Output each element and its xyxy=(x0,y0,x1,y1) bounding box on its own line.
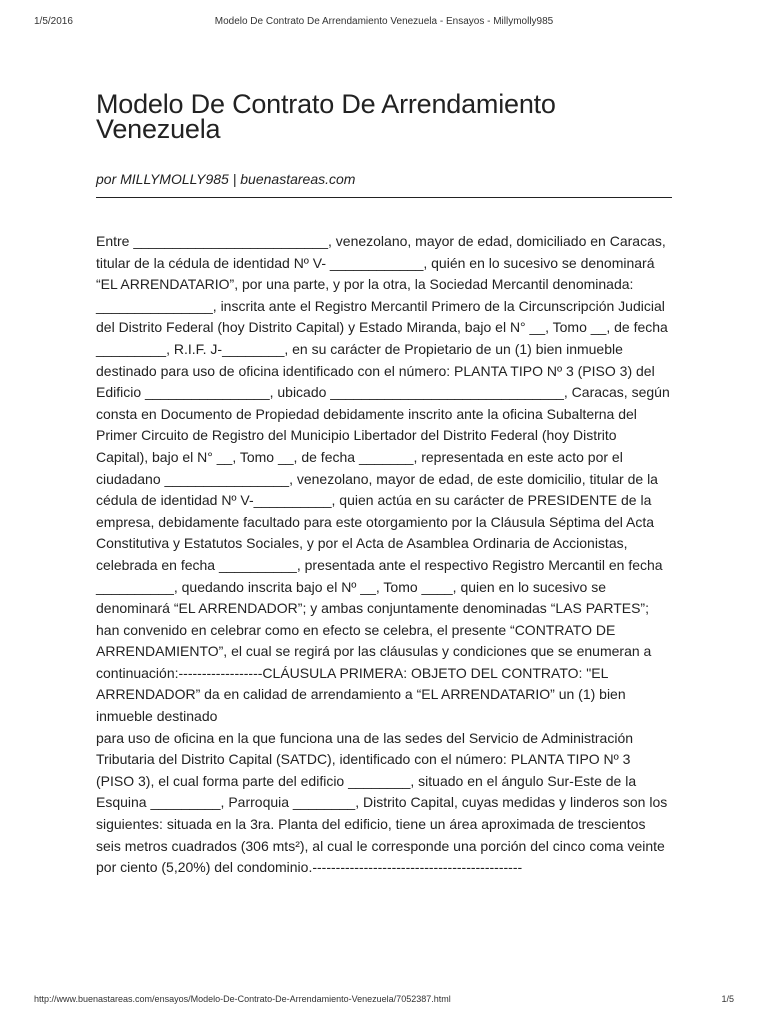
site-link[interactable]: buenastareas.com xyxy=(240,171,356,187)
print-date: 1/5/2016 xyxy=(34,16,73,27)
page-indicator: 1/5 xyxy=(721,994,734,1004)
print-url[interactable]: http://www.buenastareas.com/ensayos/Modelo-De-Contrato-De-Arrendamiento-Venezuela/7052387.html xyxy=(34,994,451,1004)
body-paragraph: para uso de oficina en la que funciona una de las sedes del Servicio de Administración Tributaria del Distrito Capital (SATDC), identificado con el número: PLANTA TIPO Nº 3 (PISO 3), el cual forma parte del edificio ________, situado en el ángulo Sur-Este de la Esquina _________, Parroquia ________, Distrito Capital, cuyas medidas y linderos son los siguientes: situada en la 3ra. Planta del edificio, tiene un área aproximada de trescientos seis metros cuadrados (306 mts²), al cual le corresponde una porción del cinco coma veinte por ciento (5,20%) del condominio.--------------------------------------------- xyxy=(96,729,668,876)
author-link[interactable]: MILLYMOLLY985 xyxy=(120,171,229,187)
print-page-title: Modelo De Contrato De Arrendamiento Venezuela - Ensayos - Millymolly985 xyxy=(214,16,554,27)
byline-prefix: por xyxy=(96,171,117,187)
title-divider xyxy=(96,197,672,198)
document-body xyxy=(96,231,672,879)
document-content xyxy=(96,89,672,879)
print-footer xyxy=(0,994,768,1008)
document-title: Modelo De Contrato De Arrendamiento Venezuela xyxy=(96,89,556,144)
byline xyxy=(96,170,672,188)
body-paragraph: Entre _________________________, venezolano, mayor de edad, domiciliado en Caracas, titular de la cédula de identidad Nº V- ____________, quién en lo sucesivo se denominará “EL ARRENDATARIO”, por una parte, y por la otra, la Sociedad Mercantil denominada: _______________, inscrita ante el Registro Mercantil Primero de la Circunscripción Judicial del Distrito Federal (hoy Distrito Capital) y Estado Miranda, bajo el N° __, Tomo __, de fecha _________, R.I.F. J-________, en su carácter de Propietario de un (1) bien inmueble destinado para uso de oficina identificado con el número: PLANTA TIPO Nº 3 (PISO 3) del Edificio ________________, ubicado ______________________________, Caracas, según consta en Documento de Propiedad debidamente inscrito ante la oficina Subalterna del Primer Circuito de Registro del Municipio Libertador del Distrito Federal (hoy Distrito Capital), bajo el N° __, Tomo __, de fecha _______, representada en este acto por el ciudadano ________________, venezolano, mayor de edad, de este domicilio, titular de la cédula de identidad Nº V-__________, quien actúa en su carácter de PRESIDENTE de la empresa, debidamente facultado para este otorgamiento por la Cláusula Séptima del Acta Constitutiva y Estatutos Sociales, y por el Acta de Asamblea Ordinaria de Accionistas, celebrada en fecha __________, presentada ante el respectivo Registro Mercantil en fecha __________, quedando inscrita bajo el Nº __, Tomo ____, quien en lo sucesivo se denominará “EL ARRENDADOR”; y ambas conjuntamente denominadas “LAS PARTES”; han convenido en celebrar como en efecto se celebra, el presente “CONTRATO DE ARRENDAMIENTO”, el cual se regirá por las cláusulas y condiciones que se enumeran a continuación:------------------CLÁUSULA PRIMERA: OBJETO DEL CONTRATO: "EL ARRENDADOR” da en calidad de arrendamiento a “EL ARRENDATARIO” un (1) bien inmueble destinado xyxy=(96,233,670,725)
print-header xyxy=(0,16,768,30)
byline-separator: | xyxy=(232,171,237,187)
